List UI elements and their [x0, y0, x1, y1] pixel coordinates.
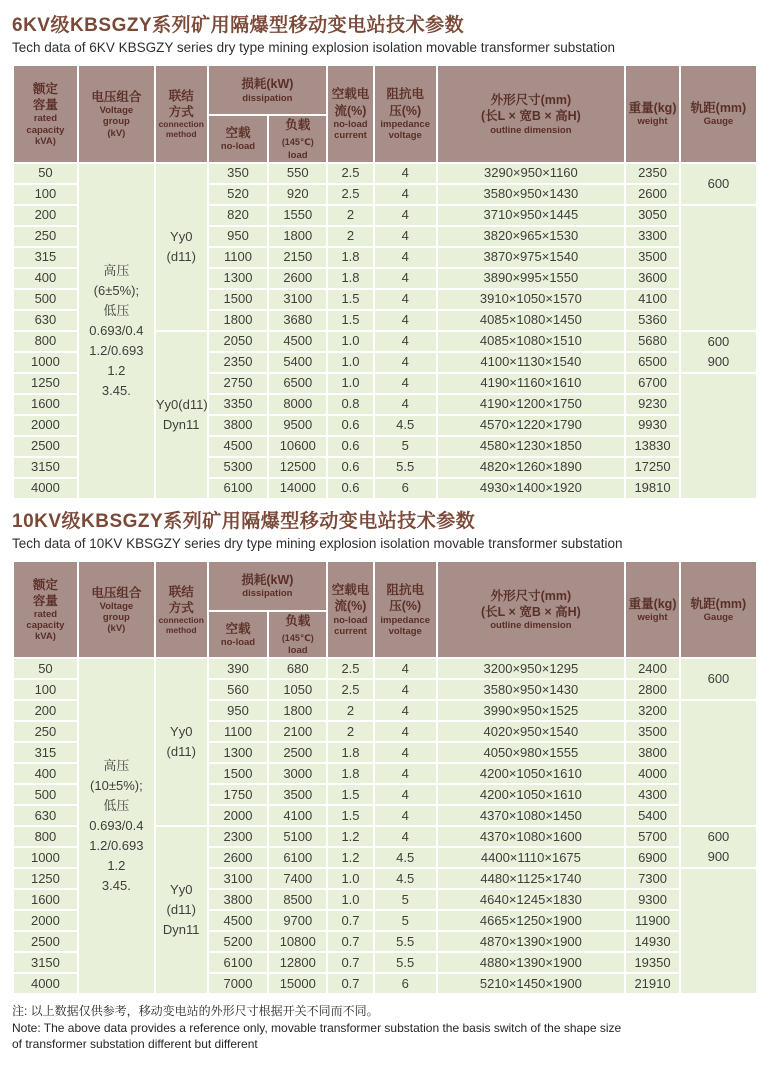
cell-no-load-current: 2.5: [328, 659, 373, 678]
col-header-no-load-current: 空载电 流(%) no-load current: [328, 66, 373, 162]
cell-weight: 2400: [626, 659, 679, 678]
cell-gauge: 600: [681, 659, 756, 699]
cell-rated-capacity: 2000: [14, 911, 77, 930]
cell-load-loss: 2500: [269, 743, 326, 762]
cell-gauge: [681, 869, 756, 993]
cell-load-loss: 3000: [269, 764, 326, 783]
cell-impedance-voltage: 5: [375, 911, 436, 930]
cell-weight: 3300: [626, 227, 679, 246]
cell-no-load-current: 1.2: [328, 827, 373, 846]
cell-impedance-voltage: 4: [375, 827, 436, 846]
cell-load-loss: 8000: [269, 395, 326, 414]
cell-no-load-current: 1.0: [328, 869, 373, 888]
cell-impedance-voltage: 4: [375, 764, 436, 783]
cell-outline-dimension: 4870×1390×1900: [438, 932, 625, 951]
cell-impedance-voltage: 4: [375, 395, 436, 414]
cell-rated-capacity: 200: [14, 206, 77, 225]
cell-impedance-voltage: 4: [375, 269, 436, 288]
cell-outline-dimension: 3910×1050×1570: [438, 290, 625, 309]
cell-impedance-voltage: 4: [375, 785, 436, 804]
cell-no-load-current: 2.5: [328, 680, 373, 699]
cell-rated-capacity: 1600: [14, 395, 77, 414]
cell-no-load-loss: 6100: [209, 953, 268, 972]
col-header-rated-capacity: 额定 容量 rated capacity kVA): [14, 562, 77, 658]
cell-outline-dimension: 4930×1400×1920: [438, 479, 625, 498]
cell-outline-dimension: 3990×950×1525: [438, 701, 625, 720]
cell-weight: 5360: [626, 311, 679, 330]
cell-impedance-voltage: 4: [375, 680, 436, 699]
cell-impedance-voltage: 4: [375, 353, 436, 372]
cell-load-loss: 920: [269, 185, 326, 204]
col-header-no-load-current: 空载电 流(%) no-load current: [328, 562, 373, 658]
cell-no-load-loss: 820: [209, 206, 268, 225]
cell-no-load-loss: 5300: [209, 458, 268, 477]
cell-impedance-voltage: 4: [375, 722, 436, 741]
cell-impedance-voltage: 5: [375, 437, 436, 456]
cell-impedance-voltage: 4: [375, 227, 436, 246]
cell-outline-dimension: 4400×1110×1675: [438, 848, 625, 867]
col-header-weight: 重量(kg) weight: [626, 562, 679, 658]
cell-load-loss: 4100: [269, 806, 326, 825]
cell-weight: 9930: [626, 416, 679, 435]
cell-weight: 2350: [626, 164, 679, 183]
cell-load-loss: 2150: [269, 248, 326, 267]
col-header-connection-method: 联结 方式 connection method: [156, 562, 207, 658]
col-header-connection-method: 联结 方式 connection method: [156, 66, 207, 162]
cell-impedance-voltage: 5.5: [375, 953, 436, 972]
cell-load-loss: 10800: [269, 932, 326, 951]
footnote-en-line1: Note: The above data provides a reference only, movable transformer substation the basis switch of the shape size: [12, 1020, 622, 1035]
col-header-load-loss: 负载(145℃) load: [269, 116, 326, 162]
cell-load-loss: 6500: [269, 374, 326, 393]
table-body-6kv: [14, 164, 756, 498]
cell-load-loss: 9700: [269, 911, 326, 930]
footnote-zh: 注: 以上数据仅供参考，移动变电站的外形尺寸根据开关不同而不同。: [12, 1004, 379, 1019]
cell-outline-dimension: 4050×980×1555: [438, 743, 625, 762]
cell-no-load-loss: 6100: [209, 479, 268, 498]
cell-rated-capacity: 1000: [14, 848, 77, 867]
col-header-gauge: 轨距(mm) Gauge: [681, 562, 756, 658]
cell-impedance-voltage: 4: [375, 743, 436, 762]
cell-load-loss: 10600: [269, 437, 326, 456]
cell-weight: 2600: [626, 185, 679, 204]
table-header: [14, 562, 756, 658]
cell-no-load-current: 1.0: [328, 332, 373, 351]
cell-weight: 5400: [626, 806, 679, 825]
cell-no-load-current: 0.6: [328, 437, 373, 456]
cell-rated-capacity: 1000: [14, 353, 77, 372]
cell-impedance-voltage: 4: [375, 311, 436, 330]
cell-impedance-voltage: 4: [375, 206, 436, 225]
cell-weight: 3050: [626, 206, 679, 225]
col-header-impedance-voltage: 阻抗电 压(%) impedance voltage: [375, 562, 436, 658]
cell-no-load-current: 1.0: [328, 374, 373, 393]
cell-load-loss: 9500: [269, 416, 326, 435]
cell-gauge: 600: [681, 164, 756, 204]
cell-impedance-voltage: 4: [375, 290, 436, 309]
cell-no-load-loss: 1300: [209, 743, 268, 762]
cell-weight: 14930: [626, 932, 679, 951]
cell-rated-capacity: 315: [14, 248, 77, 267]
cell-no-load-loss: 1100: [209, 248, 268, 267]
cell-weight: 19810: [626, 479, 679, 498]
cell-weight: 4100: [626, 290, 679, 309]
cell-load-loss: 3500: [269, 785, 326, 804]
cell-no-load-loss: 2300: [209, 827, 268, 846]
cell-outline-dimension: 4820×1260×1890: [438, 458, 625, 477]
cell-no-load-current: 0.6: [328, 479, 373, 498]
cell-load-loss: 3680: [269, 311, 326, 330]
section-6kv: [12, 10, 758, 500]
cell-load-loss: 2600: [269, 269, 326, 288]
footnote: [12, 1003, 758, 1052]
cell-load-loss: 7400: [269, 869, 326, 888]
cell-weight: 5680: [626, 332, 679, 351]
cell-connection-method: Yy0 (d11): [156, 164, 207, 330]
cell-no-load-current: 0.6: [328, 458, 373, 477]
cell-weight: 21910: [626, 974, 679, 993]
cell-no-load-loss: 2600: [209, 848, 268, 867]
cell-weight: 13830: [626, 437, 679, 456]
cell-load-loss: 1050: [269, 680, 326, 699]
cell-load-loss: 550: [269, 164, 326, 183]
section-10kv: [12, 506, 758, 996]
cell-gauge: [681, 206, 756, 330]
table-header: [14, 66, 756, 162]
cell-impedance-voltage: 5: [375, 890, 436, 909]
cell-rated-capacity: 800: [14, 827, 77, 846]
cell-rated-capacity: 800: [14, 332, 77, 351]
cell-outline-dimension: 3890×995×1550: [438, 269, 625, 288]
cell-rated-capacity: 500: [14, 290, 77, 309]
cell-weight: 6900: [626, 848, 679, 867]
cell-no-load-loss: 3100: [209, 869, 268, 888]
cell-connection-method: Yy0 (d11) Dyn11: [156, 827, 207, 993]
cell-no-load-current: 0.7: [328, 953, 373, 972]
cell-gauge: [681, 374, 756, 498]
cell-weight: 2800: [626, 680, 679, 699]
cell-outline-dimension: 4370×1080×1450: [438, 806, 625, 825]
cell-load-loss: 12500: [269, 458, 326, 477]
cell-no-load-current: 1.5: [328, 290, 373, 309]
cell-load-loss: 3100: [269, 290, 326, 309]
table-row: [14, 164, 756, 183]
cell-load-loss: 8500: [269, 890, 326, 909]
cell-no-load-current: 0.7: [328, 932, 373, 951]
cell-impedance-voltage: 5.5: [375, 932, 436, 951]
cell-no-load-current: 1.5: [328, 311, 373, 330]
cell-rated-capacity: 1250: [14, 869, 77, 888]
cell-weight: 3500: [626, 722, 679, 741]
col-header-weight: 重量(kg) weight: [626, 66, 679, 162]
cell-no-load-loss: 1500: [209, 290, 268, 309]
cell-outline-dimension: 4880×1390×1900: [438, 953, 625, 972]
cell-no-load-current: 1.0: [328, 890, 373, 909]
cell-impedance-voltage: 6: [375, 479, 436, 498]
cell-rated-capacity: 1600: [14, 890, 77, 909]
cell-weight: 9230: [626, 395, 679, 414]
col-header-dissipation: 损耗(kW) dissipation: [209, 66, 327, 114]
cell-impedance-voltage: 4: [375, 659, 436, 678]
cell-no-load-loss: 950: [209, 701, 268, 720]
cell-outline-dimension: 4480×1125×1740: [438, 869, 625, 888]
cell-impedance-voltage: 6: [375, 974, 436, 993]
cell-no-load-current: 2: [328, 227, 373, 246]
cell-outline-dimension: 5210×1450×1900: [438, 974, 625, 993]
cell-load-loss: 1800: [269, 227, 326, 246]
cell-outline-dimension: 3580×950×1430: [438, 680, 625, 699]
cell-gauge: 600 900: [681, 332, 756, 372]
cell-no-load-current: 2.5: [328, 185, 373, 204]
cell-no-load-loss: 7000: [209, 974, 268, 993]
cell-rated-capacity: 3150: [14, 953, 77, 972]
cell-impedance-voltage: 4: [375, 701, 436, 720]
cell-outline-dimension: 3710×950×1445: [438, 206, 625, 225]
cell-no-load-loss: 520: [209, 185, 268, 204]
col-header-outline-dimension: 外形尺寸(mm) (长L × 宽B × 高H) outline dimension: [438, 66, 625, 162]
cell-rated-capacity: 2500: [14, 437, 77, 456]
cell-voltage-group: 高压 (6±5%); 低压 0.693/0.4 1.2/0.693 1.2 3.45.: [79, 164, 154, 498]
cell-rated-capacity: 50: [14, 164, 77, 183]
col-header-no-load-loss: 空载 no-load: [209, 116, 268, 162]
cell-outline-dimension: 4085×1080×1450: [438, 311, 625, 330]
cell-outline-dimension: 3870×975×1540: [438, 248, 625, 267]
cell-load-loss: 12800: [269, 953, 326, 972]
cell-rated-capacity: 250: [14, 722, 77, 741]
cell-load-loss: 2100: [269, 722, 326, 741]
cell-no-load-loss: 390: [209, 659, 268, 678]
cell-no-load-current: 1.8: [328, 743, 373, 762]
cell-no-load-current: 0.6: [328, 416, 373, 435]
cell-outline-dimension: 4200×1050×1610: [438, 764, 625, 783]
cell-gauge: 600 900: [681, 827, 756, 867]
cell-weight: 6500: [626, 353, 679, 372]
cell-no-load-loss: 1100: [209, 722, 268, 741]
cell-load-loss: 1550: [269, 206, 326, 225]
cell-no-load-current: 2.5: [328, 164, 373, 183]
cell-weight: 3800: [626, 743, 679, 762]
spec-table-10kv: [12, 560, 758, 996]
col-header-outline-dimension: 外形尺寸(mm) (长L × 宽B × 高H) outline dimension: [438, 562, 625, 658]
cell-outline-dimension: 4085×1080×1510: [438, 332, 625, 351]
cell-impedance-voltage: 4.5: [375, 416, 436, 435]
cell-impedance-voltage: 4: [375, 185, 436, 204]
cell-load-loss: 1800: [269, 701, 326, 720]
cell-rated-capacity: 630: [14, 806, 77, 825]
cell-load-loss: 14000: [269, 479, 326, 498]
cell-no-load-loss: 3800: [209, 416, 268, 435]
cell-outline-dimension: 3290×950×1160: [438, 164, 625, 183]
cell-no-load-current: 2: [328, 206, 373, 225]
cell-no-load-loss: 4500: [209, 911, 268, 930]
cell-outline-dimension: 3200×950×1295: [438, 659, 625, 678]
cell-weight: 3200: [626, 701, 679, 720]
cell-no-load-current: 1.2: [328, 848, 373, 867]
cell-weight: 7300: [626, 869, 679, 888]
cell-weight: 19350: [626, 953, 679, 972]
col-header-dissipation: 损耗(kW) dissipation: [209, 562, 327, 610]
cell-weight: 9300: [626, 890, 679, 909]
cell-rated-capacity: 500: [14, 785, 77, 804]
cell-weight: 3600: [626, 269, 679, 288]
cell-rated-capacity: 4000: [14, 974, 77, 993]
cell-rated-capacity: 4000: [14, 479, 77, 498]
cell-weight: 11900: [626, 911, 679, 930]
section-subtitle-en: Tech data of 10KV KBSGZY series dry type mining explosion isolation movable transformer substation: [12, 535, 623, 551]
cell-outline-dimension: 3820×965×1530: [438, 227, 625, 246]
cell-outline-dimension: 4370×1080×1600: [438, 827, 625, 846]
cell-connection-method: Yy0 (d11): [156, 659, 207, 825]
section-title-zh: 10KV级KBSGZY系列矿用隔爆型移动变电站技术参数: [12, 510, 476, 532]
cell-no-load-loss: 3350: [209, 395, 268, 414]
cell-outline-dimension: 4580×1230×1850: [438, 437, 625, 456]
cell-no-load-loss: 350: [209, 164, 268, 183]
cell-voltage-group: 高压 (10±5%); 低压 0.693/0.4 1.2/0.693 1.2 3.45.: [79, 659, 154, 993]
cell-outline-dimension: 3580×950×1430: [438, 185, 625, 204]
cell-impedance-voltage: 4: [375, 332, 436, 351]
cell-no-load-loss: 1500: [209, 764, 268, 783]
table-row: [14, 659, 756, 678]
cell-outline-dimension: 4200×1050×1610: [438, 785, 625, 804]
section-title-zh: 6KV级KBSGZY系列矿用隔爆型移动变电站技术参数: [12, 15, 465, 36]
cell-no-load-current: 0.8: [328, 395, 373, 414]
cell-weight: 17250: [626, 458, 679, 477]
cell-outline-dimension: 4665×1250×1900: [438, 911, 625, 930]
cell-weight: 3500: [626, 248, 679, 267]
col-header-impedance-voltage: 阻抗电 压(%) impedance voltage: [375, 66, 436, 162]
col-header-no-load-loss: 空载 no-load: [209, 612, 268, 658]
cell-impedance-voltage: 5.5: [375, 458, 436, 477]
cell-rated-capacity: 400: [14, 269, 77, 288]
cell-load-loss: 4500: [269, 332, 326, 351]
col-header-load-loss: 负载(145℃) load: [269, 612, 326, 658]
cell-load-loss: 680: [269, 659, 326, 678]
cell-no-load-loss: 1750: [209, 785, 268, 804]
cell-weight: 4000: [626, 764, 679, 783]
cell-no-load-current: 1.8: [328, 269, 373, 288]
cell-rated-capacity: 2000: [14, 416, 77, 435]
cell-rated-capacity: 250: [14, 227, 77, 246]
cell-impedance-voltage: 4: [375, 164, 436, 183]
col-header-gauge: 轨距(mm) Gauge: [681, 66, 756, 162]
cell-no-load-loss: 2350: [209, 353, 268, 372]
cell-no-load-loss: 1300: [209, 269, 268, 288]
cell-impedance-voltage: 4.5: [375, 848, 436, 867]
footnote-en-line2: of transformer substation different but different: [12, 1036, 258, 1051]
cell-rated-capacity: 50: [14, 659, 77, 678]
cell-load-loss: 5100: [269, 827, 326, 846]
cell-impedance-voltage: 4: [375, 806, 436, 825]
cell-outline-dimension: 4640×1245×1830: [438, 890, 625, 909]
cell-rated-capacity: 1250: [14, 374, 77, 393]
cell-no-load-current: 0.7: [328, 974, 373, 993]
cell-no-load-loss: 4500: [209, 437, 268, 456]
col-header-voltage-group: 电压组合 Voltage group (kV): [79, 562, 154, 658]
cell-no-load-current: 0.7: [328, 911, 373, 930]
cell-load-loss: 5400: [269, 353, 326, 372]
cell-impedance-voltage: 4: [375, 374, 436, 393]
cell-no-load-current: 1.5: [328, 806, 373, 825]
spec-table-6kv: [12, 64, 758, 500]
cell-no-load-current: 1.8: [328, 764, 373, 783]
cell-rated-capacity: 400: [14, 764, 77, 783]
cell-rated-capacity: 630: [14, 311, 77, 330]
col-header-rated-capacity: 额定 容量 rated capacity kVA): [14, 66, 77, 162]
cell-no-load-loss: 1800: [209, 311, 268, 330]
cell-no-load-current: 2: [328, 722, 373, 741]
cell-rated-capacity: 3150: [14, 458, 77, 477]
cell-weight: 5700: [626, 827, 679, 846]
cell-rated-capacity: 2500: [14, 932, 77, 951]
cell-impedance-voltage: 4.5: [375, 869, 436, 888]
cell-rated-capacity: 100: [14, 680, 77, 699]
cell-no-load-loss: 2050: [209, 332, 268, 351]
cell-load-loss: 15000: [269, 974, 326, 993]
cell-no-load-current: 1.5: [328, 785, 373, 804]
section-subtitle-en: Tech data of 6KV KBSGZY series dry type mining explosion isolation movable transformer substation: [12, 40, 616, 55]
cell-no-load-loss: 2000: [209, 806, 268, 825]
cell-gauge: [681, 701, 756, 825]
cell-outline-dimension: 4570×1220×1790: [438, 416, 625, 435]
cell-rated-capacity: 315: [14, 743, 77, 762]
cell-connection-method: Yy0(d11) Dyn11: [156, 332, 207, 498]
cell-impedance-voltage: 4: [375, 248, 436, 267]
col-header-voltage-group: 电压组合 Voltage group (kV): [79, 66, 154, 162]
cell-no-load-loss: 950: [209, 227, 268, 246]
table-body-10kv: [14, 659, 756, 993]
cell-no-load-current: 1.0: [328, 353, 373, 372]
cell-rated-capacity: 200: [14, 701, 77, 720]
cell-outline-dimension: 4020×950×1540: [438, 722, 625, 741]
cell-load-loss: 6100: [269, 848, 326, 867]
cell-weight: 6700: [626, 374, 679, 393]
cell-outline-dimension: 4190×1200×1750: [438, 395, 625, 414]
cell-weight: 4300: [626, 785, 679, 804]
cell-no-load-loss: 5200: [209, 932, 268, 951]
cell-no-load-loss: 2750: [209, 374, 268, 393]
cell-no-load-current: 2: [328, 701, 373, 720]
cell-rated-capacity: 100: [14, 185, 77, 204]
cell-outline-dimension: 4100×1130×1540: [438, 353, 625, 372]
cell-outline-dimension: 4190×1160×1610: [438, 374, 625, 393]
cell-no-load-loss: 3800: [209, 890, 268, 909]
cell-no-load-loss: 560: [209, 680, 268, 699]
cell-no-load-current: 1.8: [328, 248, 373, 267]
